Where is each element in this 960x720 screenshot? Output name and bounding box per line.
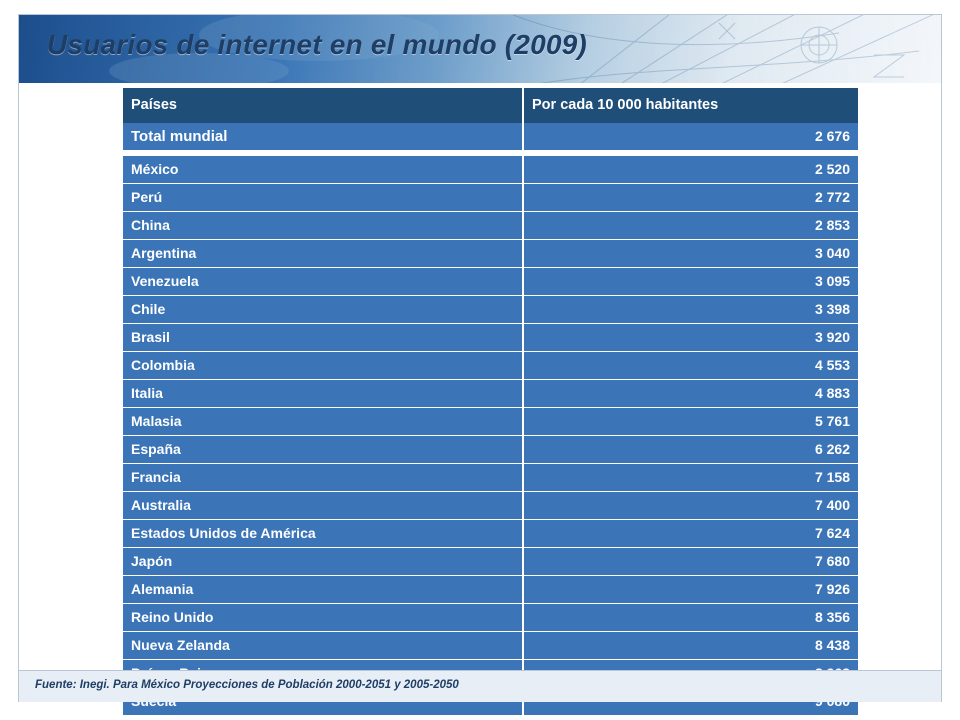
title-banner: [19, 15, 941, 83]
table-row: [123, 324, 858, 352]
column-header-countries: Países: [123, 88, 523, 123]
source-note: Fuente: Inegi. Para México Proyecciones de Población 2000-2051 y 2005-2050: [35, 679, 459, 691]
cell-country: Japón: [123, 548, 523, 576]
cell-value: 7 400: [523, 492, 858, 520]
cell-country: Nueva Zelanda: [123, 632, 523, 660]
table-row: [123, 576, 858, 604]
cell-value: 2 853: [523, 212, 858, 240]
table-row: [123, 268, 858, 296]
cell-country: Francia: [123, 464, 523, 492]
table-row: [123, 212, 858, 240]
cell-value: 3 920: [523, 324, 858, 352]
cell-country: México: [123, 153, 523, 184]
table-row: [123, 184, 858, 212]
internet-users-table-wrap: [123, 88, 858, 716]
cell-country: Malasia: [123, 408, 523, 436]
cell-country: Argentina: [123, 240, 523, 268]
table-body: [123, 123, 858, 716]
cell-value: 8 438: [523, 632, 858, 660]
cell-value: 2 772: [523, 184, 858, 212]
cell-country: Venezuela: [123, 268, 523, 296]
table-row: [123, 408, 858, 436]
cell-country: Alemania: [123, 576, 523, 604]
cell-value: 7 926: [523, 576, 858, 604]
table-header-row: [123, 88, 858, 123]
cell-value: 8 356: [523, 604, 858, 632]
cell-country: España: [123, 436, 523, 464]
column-header-rate: Por cada 10 000 habitantes: [523, 88, 858, 123]
internet-users-table: [123, 88, 858, 716]
table-row: [123, 240, 858, 268]
cell-country: China: [123, 212, 523, 240]
table-row: [123, 352, 858, 380]
cell-value: 2 676: [523, 123, 858, 153]
cell-value: 7 158: [523, 464, 858, 492]
cell-country: Chile: [123, 296, 523, 324]
table-row: [123, 520, 858, 548]
table-row: [123, 296, 858, 324]
table-row: [123, 436, 858, 464]
table-row: [123, 632, 858, 660]
cell-value: 4 883: [523, 380, 858, 408]
cell-country: Italia: [123, 380, 523, 408]
cell-country: Reino Unido: [123, 604, 523, 632]
table-row-total: [123, 123, 858, 153]
cell-value: 3 095: [523, 268, 858, 296]
cell-value: 3 398: [523, 296, 858, 324]
cell-country: Colombia: [123, 352, 523, 380]
cell-value: 4 553: [523, 352, 858, 380]
table-row: [123, 380, 858, 408]
cell-country: Total mundial: [123, 123, 523, 153]
cell-value: 5 761: [523, 408, 858, 436]
cell-country: Perú: [123, 184, 523, 212]
cell-value: 7 680: [523, 548, 858, 576]
slide-body: [19, 83, 941, 670]
table-row: [123, 492, 858, 520]
page-title: Usuarios de internet en el mundo (2009): [47, 29, 587, 60]
footer-bar: [19, 670, 941, 702]
cell-value: 3 040: [523, 240, 858, 268]
table-row: [123, 153, 858, 184]
cell-value: 7 624: [523, 520, 858, 548]
cell-value: 2 520: [523, 153, 858, 184]
cell-country: Brasil: [123, 324, 523, 352]
table-row: [123, 604, 858, 632]
table-row: [123, 548, 858, 576]
cell-country: Australia: [123, 492, 523, 520]
table-row: [123, 464, 858, 492]
cell-country: Estados Unidos de América: [123, 520, 523, 548]
cell-value: 6 262: [523, 436, 858, 464]
